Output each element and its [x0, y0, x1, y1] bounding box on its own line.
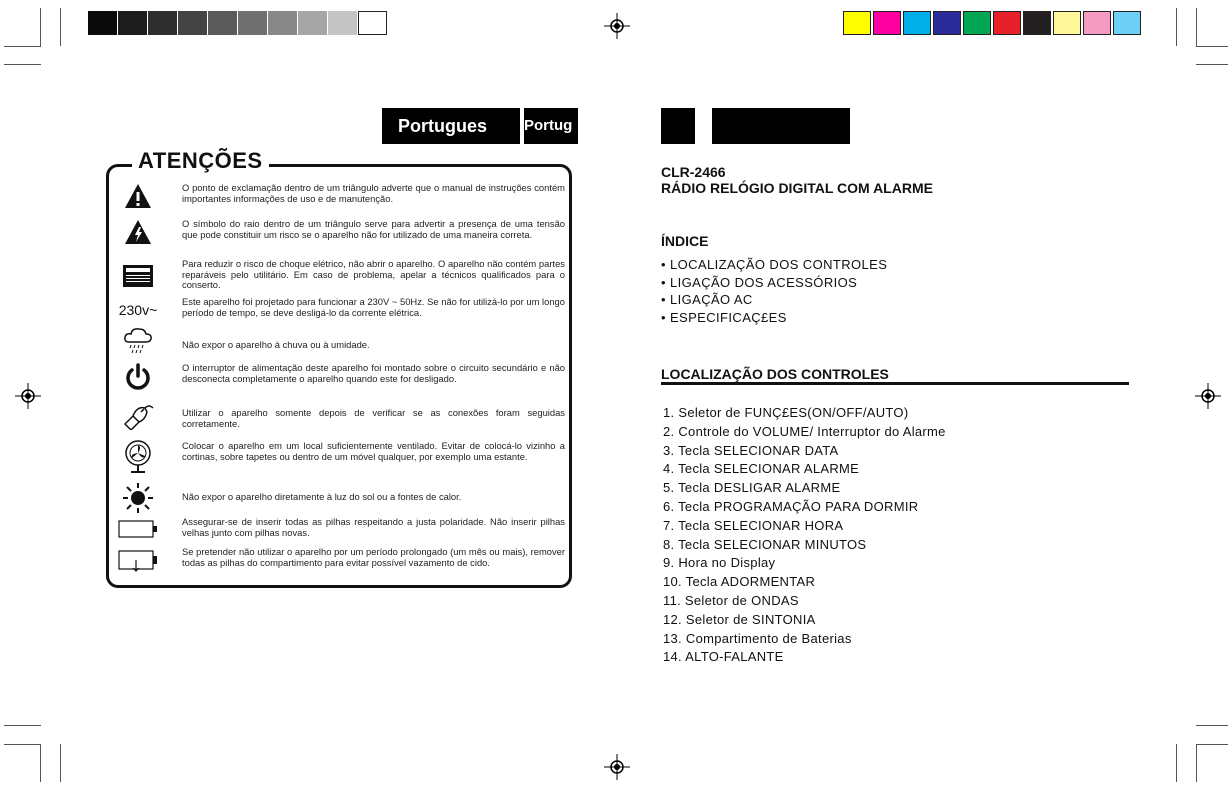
crop-mark: [1196, 64, 1228, 65]
gray-swatch: [88, 11, 117, 35]
battery-removal-icon: [112, 550, 164, 572]
registration-mark-icon: [1195, 383, 1221, 409]
warning-text: Não expor o aparelho à chuva ou à umidade.: [182, 339, 370, 350]
section-title: LOCALIZAÇÃO DOS CONTROLES: [661, 366, 889, 382]
warning-text: Assegurar-se de inserir todas as pilhas respeitando a justa polaridade. Não inserir pilhas velhas junto com pilhas novas.: [182, 516, 565, 538]
index-item: • LIGAÇÃO AC: [661, 292, 753, 307]
plug-icon: [112, 400, 164, 430]
registration-mark-icon: [15, 383, 41, 409]
controls-list: [663, 404, 946, 667]
gray-swatch: [268, 11, 297, 35]
color-swatch: [1023, 11, 1051, 35]
color-swatch: [963, 11, 991, 35]
power-icon: [112, 362, 164, 392]
registration-mark-icon: [604, 754, 630, 780]
crop-mark: [1196, 744, 1228, 745]
warning-text: Colocar o aparelho em um local suficientemente ventilado. Evitar de colocá-lo vizinho a cortinas, sobre tapetes ou dentro de um móvel qualquer, por exemplo uma estante.: [182, 440, 565, 462]
battery-icon: [112, 520, 164, 538]
gray-swatch: [328, 11, 357, 35]
index-item: • LOCALIZAÇÃO DOS CONTROLES: [661, 257, 888, 272]
gray-swatch: [148, 11, 177, 35]
warnings-title: ATENÇÕES: [132, 148, 269, 174]
control-item: 11. Seletor de ONDAS: [663, 592, 799, 608]
color-swatch: [903, 11, 931, 35]
crop-mark: [1196, 725, 1228, 726]
control-item: 5. Tecla DESLIGAR ALARME: [663, 480, 841, 496]
warning-text: Se pretender não utilizar o aparelho por um período prolongado (um mês ou mais), remover todas as pilhas do compartimento para evitar possível vazamento de cido.: [182, 546, 565, 568]
index-list: [661, 256, 887, 326]
lightning-triangle-icon: [112, 218, 164, 246]
gray-swatch: [178, 11, 207, 35]
crop-mark: [1196, 8, 1197, 46]
model-number: CLR-2466: [661, 164, 726, 180]
gray-swatch: [238, 11, 267, 35]
black-header-block: [661, 108, 695, 144]
gray-swatch: [358, 11, 387, 35]
crop-mark: [4, 725, 41, 726]
control-item: 7. Tecla SELECIONAR HORA: [663, 517, 844, 533]
black-header-block: [712, 108, 850, 144]
crop-mark: [4, 744, 41, 745]
control-item: 13. Compartimento de Baterias: [663, 630, 852, 646]
warning-text: O interruptor de alimentação deste aparelho foi montado sobre o circuito secundário e não desconecta completamente o aparelho quando este for desligado.: [182, 362, 565, 384]
crop-mark: [1196, 46, 1228, 47]
control-item: 2. Controle do VOLUME/ Interruptor do Alarme: [663, 423, 946, 439]
crop-mark: [40, 744, 41, 782]
crop-mark: [1176, 8, 1177, 46]
caution-label-icon: [112, 264, 164, 288]
crop-mark: [1176, 744, 1177, 782]
section-divider: [661, 382, 1129, 385]
warning-text: O símbolo do raio dentro de um triângulo serve para advertir a presença de uma tensão que pode constituir um risco se o aparelho não for utilizado de uma maneira correta.: [182, 218, 565, 240]
color-swatch: [1083, 11, 1111, 35]
control-item: 1. Seletor de FUNÇ£ES(ON/OFF/AUTO): [663, 405, 909, 420]
control-item: 9. Hora no Display: [663, 555, 776, 571]
gray-swatch: [208, 11, 237, 35]
crop-mark: [60, 744, 61, 782]
language-tab: [382, 108, 520, 144]
control-item: 12. Seletor de SINTONIA: [663, 611, 816, 627]
language-tab-overprint: Portug: [524, 108, 578, 144]
gray-swatch: [298, 11, 327, 35]
ventilation-fan-icon: [112, 440, 164, 474]
index-item: • ESPECIFICAÇ£ES: [661, 309, 787, 325]
color-swatch: [873, 11, 901, 35]
color-swatch: [1053, 11, 1081, 35]
color-swatch: [993, 11, 1021, 35]
color-swatch: [843, 11, 871, 35]
voltage-icon: 230v~: [118, 302, 158, 318]
index-item: • LIGAÇÃO DOS ACESSÓRIOS: [661, 274, 858, 290]
control-item: 8. Tecla SELECIONAR MINUTOS: [663, 536, 867, 552]
index-title: ÍNDICE: [661, 233, 709, 249]
warning-text: Utilizar o aparelho somente depois de verificar se as conexões foram seguidas corretamente.: [182, 407, 565, 429]
warning-text: Não expor o aparelho diretamente à luz do sol ou a fontes de calor.: [182, 491, 462, 502]
crop-mark: [60, 8, 61, 46]
control-item: 10. Tecla ADORMENTAR: [663, 574, 816, 590]
control-item: 3. Tecla SELECIONAR DATA: [663, 442, 839, 458]
warning-text: O ponto de exclamação dentro de um triângulo adverte que o manual de instruções contém importantes informações de uso e de manutenção.: [182, 182, 565, 204]
warning-text: Este aparelho foi projetado para funcionar a 230V ~ 50Hz. Se não for utilizá-lo por um longo período de tempo, se deve desligá-lo da corrente elétrica.: [182, 296, 565, 318]
crop-mark: [1196, 744, 1197, 782]
sun-icon: [112, 482, 164, 514]
crop-mark: [4, 46, 41, 47]
product-title: RÁDIO RELÓGIO DIGITAL COM ALARME: [661, 180, 933, 196]
exclamation-triangle-icon: [112, 182, 164, 210]
warning-text: Para reduzir o risco de choque elétrico, não abrir o aparelho. O aparelho não contém partes reparáveis pelo utilitário. Em caso de problema, apelar a técnicos qualificados para o conserto.: [182, 258, 565, 291]
registration-mark-icon: [604, 13, 630, 39]
crop-mark: [4, 64, 41, 65]
language-tab-label: Portugues: [398, 116, 488, 136]
control-item: 4. Tecla SELECIONAR ALARME: [663, 461, 860, 477]
rain-cloud-icon: [112, 326, 164, 354]
control-item: 14. ALTO-FALANTE: [663, 649, 784, 665]
color-swatch: [933, 11, 961, 35]
crop-mark: [40, 8, 41, 46]
color-swatch: [1113, 11, 1141, 35]
gray-swatch: [118, 11, 147, 35]
control-item: 6. Tecla PROGRAMAÇÃO PARA DORMIR: [663, 498, 919, 514]
